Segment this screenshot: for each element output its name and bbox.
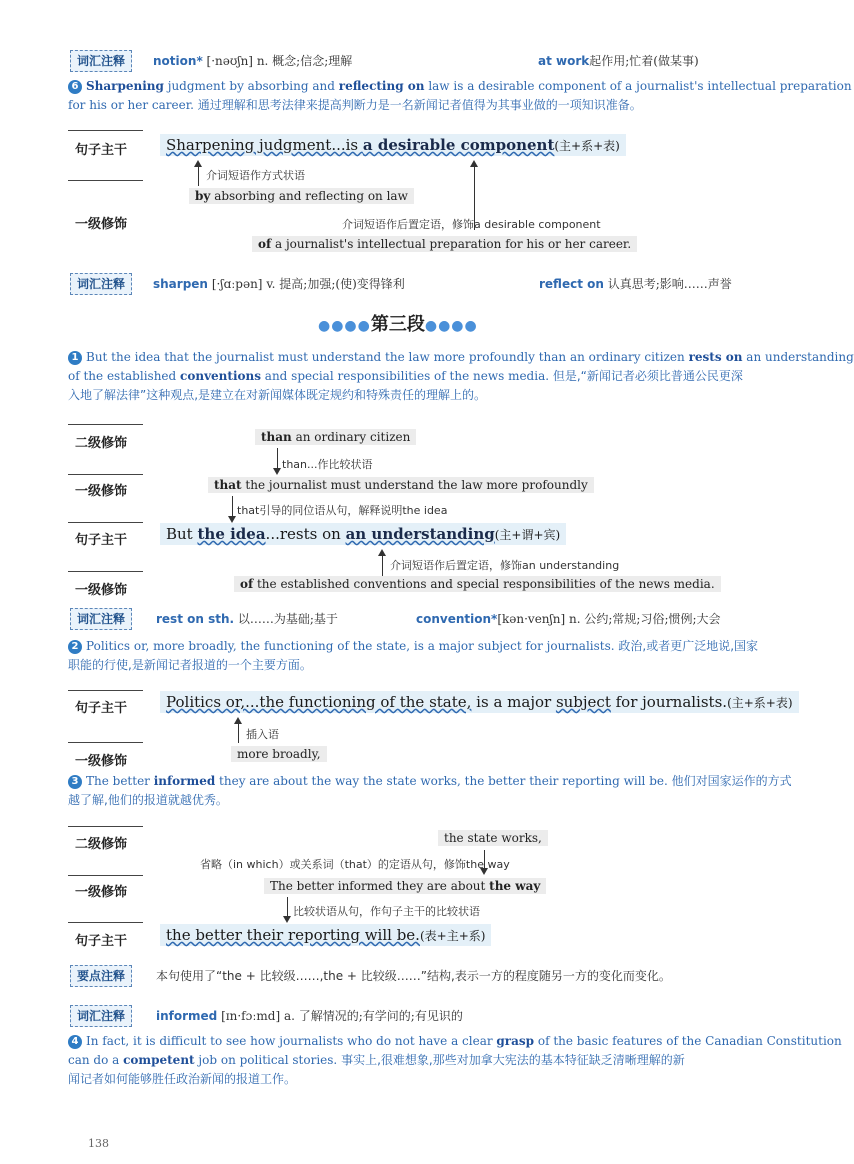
arrow-up-icon [234,717,242,724]
sentence-2-text: 2 Politics or, more broadly, the functioning of the state, is a major subject for journalists. 政治,或者更广泛地说,国家 职能的行使,是新闻记者报道的一个主要方面。 [68,639,759,672]
arrow-up-icon [378,549,386,556]
arrow-down-icon [283,916,291,923]
modifier-note: 介词短语作方式状语 [206,169,305,182]
label-level1: 一级修饰 [75,217,128,232]
modifier-note: that引导的同位语从句，解释说明the idea [237,504,448,517]
label-main-clause: 句子主干 [75,533,128,548]
modifier-box: of the established conventions and special responsibilities of the news media. [234,576,721,592]
main-clause-box: But the idea...rests on an understanding(主+谓+宾) [160,523,566,545]
vocab-tag: 词汇注释 [70,1005,132,1027]
modifier-note: 比较状语从句，作句子主干的比较状语 [293,905,480,918]
label-level2: 二级修饰 [75,436,128,451]
arrow-up-icon [194,160,202,167]
modifier-box: more broadly, [231,746,327,762]
divider [68,742,143,743]
modifier-box: The better informed they are about the way [264,878,546,894]
divider [68,571,143,572]
divider [68,826,143,827]
modifier-box: the state works, [438,830,548,846]
arrow-down-icon [228,516,236,523]
divider [68,522,143,523]
modifier-box: than an ordinary citizen [255,429,416,445]
label-level2: 二级修饰 [75,837,128,852]
vocab-entry-convention: convention*[kən·venʃn] n. 公约;常规;习俗;惯例;大会 [416,612,721,626]
divider [68,922,143,923]
divider [68,690,143,691]
divider [68,474,143,475]
vocab-entry-at-work: at work起作用;忙着(做某事) [538,54,699,68]
label-level1: 一级修饰 [75,885,128,900]
sentence-number-badge: 1 [68,351,82,365]
vocab-entry-notion: notion* [·nəʊʃn] n. 概念;信念;理解 [153,54,353,68]
arrow-down-icon [273,468,281,475]
sentence-number-badge: 6 [68,80,82,94]
sentence-number-badge: 2 [68,640,82,654]
vocab-entry-reflect-on: reflect on 认真思考;影响……声誉 [539,277,732,291]
sentence-6-text: 6 Sharpening judgment by absorbing and reflecting on law is a desirable component of a journalist's intellectual preparation for his or her career. 通过理解和思考法律来提高判断力是一名新闻记者值得为其事业做的一项知识准备。 [68,79,852,112]
divider [68,875,143,876]
label-main-clause: 句子主干 [75,934,128,949]
label-level1: 一级修饰 [75,754,128,769]
label-main-clause: 句子主干 [75,701,128,716]
modifier-box: of a journalist's intellectual preparation for his or her career. [252,236,637,252]
main-clause-box: Politics or,...the functioning of the state, is a major subject for journalists.(主+系+表) [160,691,799,713]
modifier-box: by absorbing and reflecting on law [189,188,414,204]
modifier-note: 介词短语作后置定语，修饰a desirable component [342,218,601,231]
vocab-entry-sharpen: sharpen [·ʃɑːpən] v. 提高;加强;(使)变得锋利 [153,277,405,291]
vocab-tag: 词汇注释 [70,273,132,295]
divider [68,130,143,131]
sentence-number-badge: 3 [68,775,82,789]
label-main-clause: 句子主干 [75,143,128,158]
keypoint-text: 本句使用了“the + 比较级……,the + 比较级……”结构,表示一方的程度随另一方的变化而变化。 [156,969,671,983]
modifier-box: that the journalist must understand the law more profoundly [208,477,594,493]
page-number: 138 [88,1137,109,1150]
sentence-3-text: 3 The better informed they are about the way the state works, the better their reporting will be. 他们对国家运作的方式 越了解,他们的报道就越优秀。 [68,774,792,807]
section-heading: ●●●●第三段●●●● [318,314,478,335]
modifier-note: than...作比较状语 [282,458,373,471]
modifier-note: 介词短语作后置定语，修饰an understanding [390,559,620,572]
arrow-up-icon [470,160,478,167]
divider [68,424,143,425]
modifier-note: 省略（in which）或关系词（that）的定语从句，修饰the way [200,858,510,871]
keypoint-tag: 要点注释 [70,965,132,987]
label-level1: 一级修饰 [75,583,128,598]
main-clause-box: Sharpening judgment...is a desirable component(主+系+表) [160,134,626,156]
main-clause-box: the better their reporting will be.(表+主+系) [160,924,491,946]
vocab-entry-rest-on: rest on sth. 以……为基础;基于 [156,612,338,626]
vocab-tag: 词汇注释 [70,50,132,72]
divider [68,180,143,181]
vocab-tag: 词汇注释 [70,608,132,630]
vocab-entry-informed: informed [ɪn·fɔːmd] a. 了解情况的;有学问的;有见识的 [156,1009,463,1023]
label-level1: 一级修饰 [75,484,128,499]
sentence-1-text: 1 But the idea that the journalist must understand the law more profoundly than an ordinary citizen rests on an understanding of the established conventions and special responsibilities of the news media. 但是,“新闻记者必须比普通公民更深 入地了解法律”这种观点,是建立在对新闻媒体既定规约和特殊责任的理解上的。 [68,350,854,402]
modifier-note: 插入语 [246,728,279,741]
sentence-number-badge: 4 [68,1035,82,1049]
sentence-4-text: 4 In fact, it is difficult to see how journalists who do not have a clear grasp of the basic features of the Canadian Constitution can do a competent job on political stories. 事实上,很难想象,那些对加拿大宪法的基本特征缺乏清晰理解的新 闻记者如何能够胜任政治新闻的报道工作。 [68,1034,842,1086]
